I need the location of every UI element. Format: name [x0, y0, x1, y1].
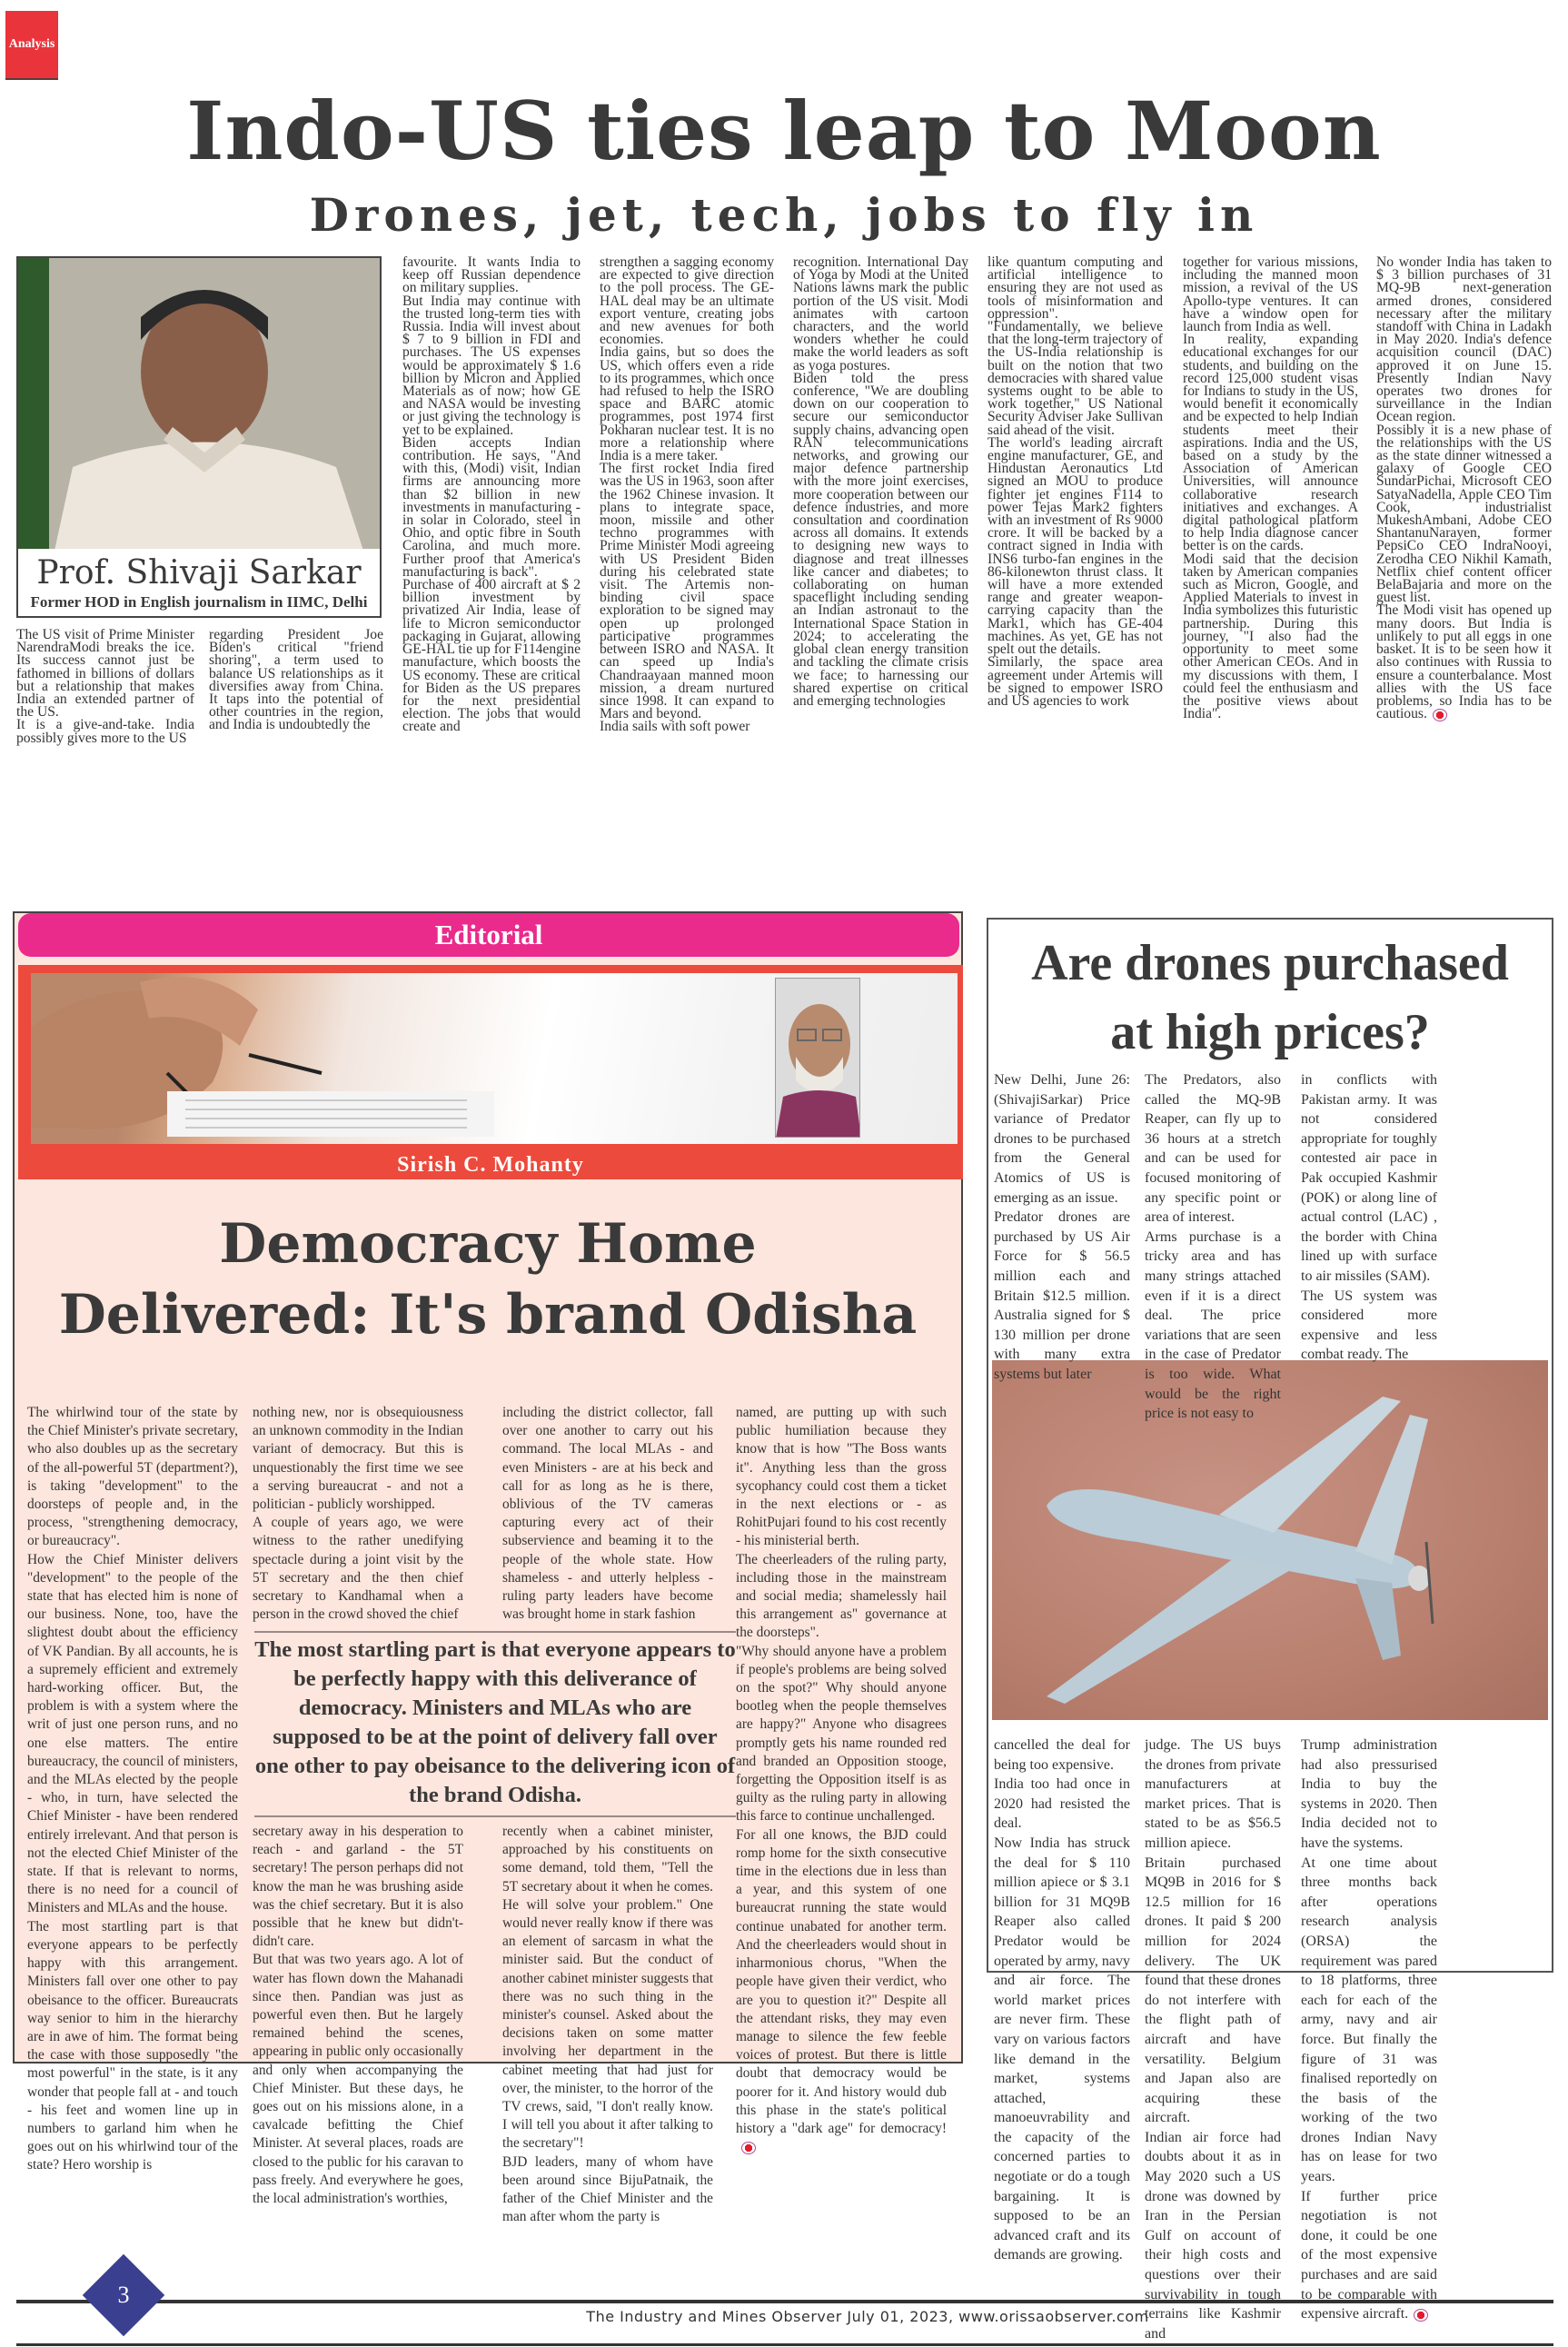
editorial-column-3 — [502, 1404, 713, 1624]
paragraph: recognition. International Day of Yoga by Modi at the United Nations lawns mark the public portion of the US visit. Modi animates with cartoon characters, and the world wonders whether he could make the world leaders as soft as yoga postures. — [793, 254, 968, 373]
paragraph: "Fundamentally, we believe that the long-term trajectory of the US-India relationship is built on the notion that two democracies with shared value systems ought to be able to work together," US National Security Adviser Jake Sullivan said ahead of the visit. — [987, 319, 1163, 438]
paragraph: Predator drones are purchased by US Air Force for $ 56.5 million each and Britain $12.5 million. Australia signed for $ 130 million per drone with many extra systems but later — [994, 1209, 1130, 1382]
lead-column-4 — [600, 256, 774, 734]
paragraph: including the district collector, fall over one another to carry out his command. The local MLAs - and even Ministers - are at his beck and call for as long as he is there, oblivious of the TV cameras capturing every act of their subservience and beaming it to the people of the whole state. How shameless - and utterly helpless - ruling party leaders have become was brought home in stark fashion — [502, 1405, 713, 1623]
footer-publication-line: The Industry and Mines Observer July 01, 2023, www.orissaobserver.com — [586, 2308, 1149, 2325]
lead-column-6 — [987, 256, 1163, 708]
paragraph — [1301, 2187, 1437, 2324]
paragraph: nothing new, nor is obsequiousness an unknown commodity in the Indian variant of democracy. But this is unquestionably the first time we see a serving bureaucrat - and not a politician - publicly worshipped. — [253, 1405, 463, 1513]
lead-column-3 — [402, 256, 581, 734]
paragraph: The most startling part is that everyone appears to be perfectly happy with this arrangement. Ministers fall over one other to pay obeisance to the officer. Bureaucrats way senior to him in the hierarchy are in awe of him. The format being the case with those supposedly "the most powerful" in the state, is it any wonder that people fall at - and touch - his feet and women line up in numbers to garland him when he goes out on his whirlwind tour of the state? Hero worship is — [27, 1918, 238, 2173]
footer-rule-bottom — [16, 2343, 1553, 2346]
drones-headline-line-1: Are drones purchased — [1031, 935, 1509, 991]
paragraph: It is a give-and-take. India possibly gives more to the US — [16, 717, 194, 746]
paragraph: India sails with soft power — [600, 719, 750, 735]
paragraph — [736, 1826, 947, 2157]
author-title: Former HOD in English journalism in IIMC, Delhi — [30, 593, 368, 611]
lead-column-5 — [793, 256, 968, 708]
editorial-headline — [13, 1208, 963, 1350]
author-name: Prof. Shivaji Sarkar — [36, 554, 362, 592]
paragraph: The world's leading aircraft engine manufacturer, GE, and Hindustan Aeronautics Ltd signed an MOU to produce fighter jet engines F114 to power Tejas Mark2 fighters with an investment of Rs 9000 crore. It will be backed by a contract signed in India with INS6 turbo-fan engines in the 86-kilonewton thrust class. It will have a more extended range and greater weapon-carrying capacity than the Mark1, which has GE-404 machines. As yet, GE has not spelt out the details. — [987, 434, 1163, 658]
section-tag-analysis: Analysis — [5, 11, 58, 80]
paragraph: Biden accepts Indian contribution. He says, "And with this, (Modi) visit, Indian firms are announcing more than $2 billion in new investments in manufacturing - in solar in Colorado, steel in Ohio, and optic fibre in South Carolina, and much more. Further proof that America's manufacturing is back". — [402, 434, 581, 580]
author-face-illustration — [776, 979, 860, 1138]
drones-top-column-2 — [1145, 1070, 1281, 1424]
lead-column-8 — [1376, 256, 1552, 721]
lead-column-7 — [1183, 256, 1358, 721]
paragraph: The first rocket India fired was the US in 1963, soon after the 1962 Chinese invasion. It plans to integrate space, moon, missile and other techno programmes with Prime Minister Modi agreeing with US President Biden during his celebrated state visit. The Artemis non-binding civil space exploration to be signed may open up prolonged participative programmes between ISRO and NASA. It can speed up India's Chandraayaan manned moon mission, a dream nurtured since 1998. It can expand to Mars and beyond. — [600, 461, 774, 722]
paragraph: like quantum computing and artificial intelligence to ensuring they are not used as tools of misinformation and oppression". — [987, 254, 1163, 322]
paragraph: The whirlwind tour of the state by the Chief Minister's private secretary, who also doubles up as the secretary of the all-powerful 5T (department?), is taking "development" to the doorsteps of people and, in the process, "strengthening democracy, or bureaucracy". — [27, 1405, 238, 1549]
paragraph: Biden told the press conference, "We are doubling down on our cooperation to secure our semiconductor supply chains, advancing open RAN telecommunications networks, and growing our major defence partnership with the more joint exercises, more cooperation between our defence industries, and more consultation and coordination across all domains. It extends to designing new ways to diagnose and treat illnesses like cancer and diabetes; to collaborating on human spaceflight including sending an Indian astronaut to the International Space Station in 2024; to accelerating the global clean energy transition and tackling the climate crisis we face; to harnessing our shared expertise on critical and emerging technologies — [793, 370, 968, 709]
lead-column-2 — [209, 629, 383, 732]
paragraph: Trump administration had also pressurised India to buy the systems in 2020. Then India decided not to have the systems. — [1301, 1737, 1437, 1851]
paragraph: recently when a cabinet minister, approached by his constituents on some demand, told them, "Tell the 5T secretary about it when he comes. He will solve your problem." One would never really know if there was an element of sarcasm in what the minister said. But the conduct of another cabinet minister suggests that there was no such thing in the minister's counsel. Asked about the decisions taken on some matter involving her department in the cabinet meeting that had just for over, the minister, to the horror of the TV crews, said, "I don't really know. I will tell you about it after talking to the secretary"! — [502, 1824, 713, 2152]
paragraph: Arms purchase is a tricky area and has many strings attached even if it is a direct deal. The price variations that are seen in the case of Predator is too wide. What would be the right price is not easy to — [1145, 1228, 1281, 1422]
paragraph: India too had once in 2020 had resisted the deal. — [994, 1776, 1130, 1832]
paragraph: A couple of years ago, we were witness to the rather unedifying spectacle during a joint visit by the 5T secretary and the then chief secretary to Kandhamal when a person in the crowd shoved the chief — [253, 1515, 463, 1623]
paragraph: secretary away in his desperation to reach - and garland - the 5T secretary! The person perhaps did not know the man he was brushing aside was the chief secretary. But it is also possible that he knew but didn't-didn't care. — [253, 1824, 463, 1950]
drones-headline-line-2: at high prices? — [1110, 1004, 1430, 1060]
editorial-column-5 — [502, 1823, 713, 2226]
paragraph-text: For all one knows, the BJD could romp home for the sixth consecutive time in the elections due in less than a year, and this system of one bureaucrat running the state would continue unabated for another term. And the cheerleaders would shout in inharmonious chorus, "When the people have given their verdict, who are you to question it?" Despite all the attendant risks, they may even manage to silence the few feeble voices of protest. But there is little doubt that democracy would be poorer for it. And history would dub this phase in the state's political history a "dark age" for democracy! — [736, 1826, 947, 2136]
editorial-column-4 — [253, 1823, 463, 2208]
drones-bottom-column-3 — [1301, 1735, 1437, 2324]
paragraph: regarding President Joe Biden's critical "friend shoring", a term used to balance US relationships as it diversifies away from China. It taps into the potential of other countries in the region, and India is undoubtedly the — [209, 627, 383, 733]
paragraph-text: If further price negotiation is not done, it could be one of the most expensive purchases and are said to be comparable with expensive aircraft. — [1301, 2188, 1437, 2322]
portrait-illustration — [18, 258, 382, 549]
end-of-article-icon — [1414, 2309, 1428, 2322]
editorial-headline-line-2: Delivered: It's brand Odisha — [58, 1283, 918, 1347]
end-of-article-icon — [1433, 709, 1447, 721]
paragraph: The Predators, also called the MQ-9B Reaper, can fly up to 36 hours at a stretch and can be used for focused monitoring of any specific point or area of interest. — [1145, 1072, 1281, 1226]
lead-headline: Indo-US ties leap to Moon — [186, 84, 1382, 178]
paragraph: But India may continue with the trusted long-term ties with Russia. India will invest about $ 7 to 9 billion in FDI and purchases. The US expenses would be approximately $ 1.6 billion by Micron and Applied Materials as of now; how GE and NASA would be investing or just giving the technology is yet to be explained. — [402, 293, 581, 438]
paragraph: Possibly it is a new phase of the relationships with the US as the state dinner witnessed a galaxy of Google CEO SundarPichai, Microsoft CEO SatyaNadella, Apple CEO Tim Cook, industrialist MukeshAmbani, Adobe CEO ShantanuNarayen, former PepsiCo CEO IndraNooyi, Zerodha CEO Nikhil Kamath, Netflix chief content officer BelaBajaria and more on the guest list. — [1376, 422, 1552, 606]
paragraph: favourite. It wants India to keep off Russian dependence on military supplies. — [402, 254, 581, 296]
paragraph: Purchase of 400 aircraft at $ 2 billion investment by privatized Air India, lease of life to Micron semiconductor packaging in Gujarat, allowing GE-HAL tie up for F114engine manufacture, which boosts the US economy. These are critical for Biden as the US prepares for the next presidential election. The jobs that would create and — [402, 577, 581, 735]
editorial-label: Editorial — [18, 913, 959, 957]
end-of-article-icon — [741, 2142, 756, 2154]
editorial-pullquote: The most startling part is that everyone appears to be perfectly happy with this deliverance of democracy. Ministers and MLAs who are supposed to be at the point of delivery fall over one other to pay obeisance to the delivering icon of the brand Odisha. — [254, 1637, 736, 1807]
paragraph-text: The Modi visit has opened up many doors. But India is unlikely to put all eggs in one basket. It is to be seen how it also continues with Russia to ensure a counterbalance. Most allies with the US face problems, so India has to be cautious. — [1376, 602, 1552, 722]
drones-bottom-column-1 — [994, 1735, 1130, 2265]
paragraph: How the Chief Minister delivers "development" to the people of the state that has elected him is none of our business. None, too, have the slightest doubt about the efficiency of VK Pandian. By all accounts, he is a supremely efficient and extremely hard-working officer. But, the problem is with a system where the writ of just one person runs, and no one else matters. The entire bureaucracy, the council of ministers, and the MLAs elected by the people - who, in turn, have selected the Chief Minister - have been rendered entirely irrelevant. And that person is not the elected Chief Minister of the state. If that is relevant to norms, there is no need for a council of Ministers and MLAs and the house. — [27, 1551, 238, 1916]
paragraph: strengthen a sagging economy are expected to give direction to the poll process. The GE-HAL deal may be an ultimate export venture, creating jobs and new avenues for both economies. — [600, 254, 774, 348]
paragraph: Now India has struck the deal for $ 110 million apiece or $ 3.1 billion for 31 MQ9B Reaper also called Predator would be operated by army, navy and air force. The world market prices are never firm. These vary on various factors like demand in the market, systems attached, manoeuvrability and the capacity of the concerned parties to negotiate or do a tough bargaining. It is supposed to be an advanced craft and its demands are growing. — [994, 1835, 1131, 2263]
paragraph: The US visit of Prime Minister NarendraModi breaks the ice. Its success cannot just be fathomed in billions of dollars but a relationship that makes India an extended partner of the US. — [16, 627, 194, 721]
editorial-headline-line-1: Democracy Home — [219, 1212, 757, 1276]
editorial-author-photo — [775, 978, 860, 1138]
drones-top-column-1 — [994, 1070, 1130, 1385]
paragraph: At one time about three months back after operations research analysis (ORSA) the requirement was pared to 18 platforms, three each for each of the army, navy and air force. But finally the figure of 31 was finalised reportedly on the basis of the working of the two drones Indian Navy has on lease for two years. — [1301, 1855, 1437, 2185]
paragraph: The cheerleaders of the ruling party, including those in the mainstream and social media; shamelessly hail this arrangement as" governance at the doorsteps". — [736, 1551, 947, 1641]
paragraph: cancelled the deal for being too expensive. — [994, 1737, 1130, 1773]
drones-top-column-3 — [1301, 1070, 1437, 1365]
paragraph: Modi said that the decision taken by American companies such as Micron, Google, and Applied Materials to invest in India symbolizes this futuristic partnership. During this journey, "I also had the opportunity to meet some other American CEOs. And in my discussions with them, I could feel the enthusiasm and the positive views about India". — [1183, 551, 1358, 722]
paragraph: named, are putting up with such public humiliation because they know that is how "The Boss wants it". Anything less than the gross sycophancy could cost them a ticket in the next elections or - as RohitPujari found to his cost recently - his ministerial berth. — [736, 1405, 947, 1549]
drones-headline — [990, 929, 1550, 1067]
lead-column-1 — [16, 629, 194, 745]
paragraph: In reality, expanding educational exchanges for our students, and building on the record 125,000 student visas for Indians to study in the US, would benefit it economically and be expected to help Indian students meet their aspirations. India and the US, based on a study by the Association of American Universities, will announce collaborative research initiatives and exchanges. A digital pathological platform to help India diagnose cancer better is on the cards. — [1183, 332, 1358, 554]
editorial-author-name: Sirish C. Mohanty — [397, 1153, 584, 1177]
editorial-column-2 — [253, 1404, 463, 1624]
paragraph: together for various missions, including the manned moon mission, a revival of the US Apollo-type ventures. It can have a window open for launch from India as well. — [1183, 254, 1358, 335]
paragraph: in conflicts with Pakistan army. It was not considered appropriate for toughly contested air pace in Pak occupied Kashmir (POK) or along line of actual control (LAC) , the border with China lined up with surface to air missiles (SAM). — [1301, 1072, 1437, 1284]
paragraph: But that was two years ago. A lot of water has flown down the Mahanadi since then. Pandian was just as powerful even then. But he largely remained behind the scenes, appearing in public only occasionally and only when accompanying the Chief Minister. But these days, he goes out on his missions alone, in a cavalcade befitting the Chief Minister. At several places, roads are closed to the public for his caravan to pass freely. And everywhere he goes, the local administration's worthies, — [253, 1952, 463, 2207]
paragraph: judge. The US buys the drones from private manufacturers at market prices. That is stated to be as $56.5 million apiece. — [1145, 1737, 1281, 1851]
author-portrait-image — [16, 256, 382, 549]
paragraph: Britain purchased MQ9B in 2016 for $ 12.5 million for 16 drones. It paid $ 200 million for 2024 delivery. The UK found that these drones do not interfere with the flight path of aircraft and have versatility. Belgium and Japan also are acquiring these aircraft. — [1145, 1855, 1281, 2126]
page-number: 3 — [117, 2282, 130, 2308]
paragraph: India gains, but so does the US, which offers even a ride to its programmes, which once had refused to help the ISRO space and BARC atomic programmes, post 1974 first Pokharan nuclear test. It is no more a relationship where India is a mere taker. — [600, 344, 774, 464]
paragraph: Indian air force had doubts about it as in May 2020 such a US drone was downed by Iran in the Persian Gulf on account of their high costs and questions over their survivability in tough terrains like Kashmir and — [1145, 2129, 1281, 2342]
paragraph: No wonder India has taken to $ 3 billion purchases of 31 MQ-9B next-generation armed drones, considered necessary after the military standoff with China in Ladakh in May 2020. India's defence acquisition council (DAC) approved it on June 15. Presently Indian Navy operates two drones for surveillance in the Indian Ocean region. — [1376, 254, 1552, 425]
pullquote-rule-top — [254, 1631, 736, 1633]
drones-bottom-column-2 — [1145, 1735, 1281, 2343]
lead-subheadline: Drones, jet, tech, jobs to fly in — [309, 188, 1259, 242]
paragraph — [1376, 604, 1552, 721]
paragraph: BJD leaders, many of whom have been around since BijuPatnaik, the father of the Chief Minister and the man after whom the party is — [502, 2153, 713, 2225]
pullquote-rule-bottom — [254, 1815, 736, 1817]
paragraph: "Why should anyone have a problem if people's problems are being solved on the spot?" Why should anyone bootleg when the people themselves are happy?" Anyone who disagrees promptly gets his name rounded red and branded an Opposition stooge, forgetting the Opposition itself is as guilty as the ruling party in allowing this farce to continue unchallenged. — [736, 1643, 947, 1825]
editorial-column-6 — [736, 1404, 947, 2156]
author-caption — [16, 549, 382, 618]
paragraph: Similarly, the space area agreement under Artemis will be signed to empower ISRO and US agencies to work — [987, 654, 1163, 709]
paragraph: The US system was considered more expensive and less combat ready. The — [1301, 1288, 1437, 1363]
paragraph: New Delhi, June 26: (ShivajiSarkar) Price variance of Predator drones to be purchased from the General Atomics of US is emerging as an issue. — [994, 1072, 1130, 1206]
editorial-column-1 — [27, 1404, 238, 2175]
